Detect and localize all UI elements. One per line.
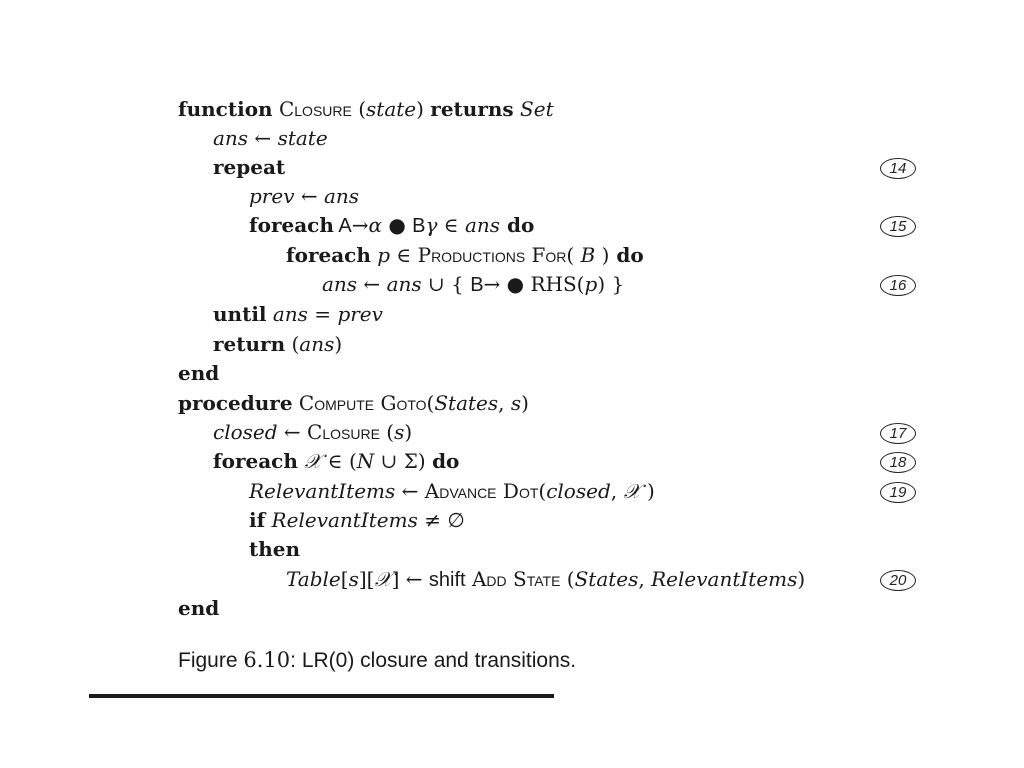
algo-line-13 (213, 447, 459, 475)
production-arrow: → (351, 213, 369, 237)
paren-close: ) (334, 332, 343, 356)
var-p: p (584, 272, 598, 296)
keyword-foreach: foreach (249, 213, 334, 237)
keyword-then: then (249, 537, 301, 561)
var-relevant-items: RelevantItems (249, 479, 396, 503)
algo-line-3 (213, 153, 285, 181)
step-marker-20: 20 (880, 570, 916, 591)
element-of: ∈ (437, 213, 465, 237)
paren-open: ( (426, 391, 435, 415)
algo-line-9 (213, 330, 342, 358)
symbol-B: B (470, 274, 484, 296)
var-ans: ans (386, 272, 422, 296)
assign-arrow: ← (294, 184, 324, 208)
var-relevant-items: RelevantItems (651, 567, 798, 591)
comma: , (638, 567, 652, 591)
func-dot: DOT (496, 479, 539, 503)
bracket-open: [ (340, 567, 349, 591)
keyword-returns: returns (430, 97, 514, 121)
algo-line-12 (213, 418, 412, 446)
step-marker-15: 15 (880, 216, 916, 237)
comma: , (610, 479, 624, 503)
paren-close: ) (640, 479, 655, 503)
var-table: Table (286, 567, 341, 591)
not-empty: ≠ ∅ (417, 508, 465, 532)
func-state: STATE (506, 567, 561, 591)
var-state: state (277, 126, 328, 150)
arrow-dot: → ● (483, 272, 531, 296)
footer-rule (89, 694, 554, 698)
algo-line-4 (249, 182, 359, 210)
algo-line-5 (249, 211, 534, 239)
algo-line-1 (178, 95, 554, 123)
keyword-do: do (432, 449, 460, 473)
var-ans: ans (323, 184, 360, 208)
proc-name-compute: COMPUTE (292, 391, 375, 415)
step-marker-14: 14 (880, 158, 916, 179)
dot-marker: ● (381, 213, 413, 237)
paren-close: ) (797, 567, 806, 591)
algo-line-10 (178, 359, 219, 387)
assign-arrow: ← (248, 126, 278, 150)
paren-open: ( (560, 567, 575, 591)
bracket-mid: ][ (358, 567, 375, 591)
func-productions: PRODUCTIONS (417, 243, 526, 267)
keyword-end: end (178, 596, 220, 620)
keyword-foreach: foreach (213, 449, 298, 473)
var-states: States (574, 567, 639, 591)
return-type-set: Set (513, 97, 554, 121)
keyword-return: return (213, 332, 286, 356)
caption-text: LR(0) closure and transitions. (295, 649, 577, 672)
keyword-end: end (178, 361, 220, 385)
paren-open: ( (285, 332, 300, 356)
algo-line-14 (249, 477, 655, 505)
proc-name-closure: CLOSURE (278, 97, 352, 121)
union-open: ∪ { (421, 272, 471, 296)
var-ans: ans (266, 302, 308, 326)
func-for: FOR (525, 243, 567, 267)
figure-caption (178, 648, 576, 673)
keyword-if: if (249, 508, 266, 532)
value-shift: shift (428, 569, 466, 591)
param-s: s (510, 391, 522, 415)
paren-close: ) (595, 243, 610, 267)
paren-open: ( (566, 243, 581, 267)
var-ans: ans (213, 126, 249, 150)
var-closed: closed (546, 479, 611, 503)
comma: , (498, 391, 511, 415)
caption-colon: : (290, 649, 296, 672)
symbol-alpha: α (368, 213, 382, 237)
var-B: B (580, 243, 596, 267)
paren-open: ( (351, 97, 367, 121)
var-p: p (370, 243, 391, 267)
var-s: s (348, 567, 359, 591)
func-advance: ADVANCE (424, 479, 497, 503)
symbol-B: B (412, 215, 426, 237)
proc-name-goto: GOTO (374, 391, 427, 415)
paren-close: ) (416, 97, 431, 121)
param-state: state (366, 97, 417, 121)
paren-open: ( (379, 420, 395, 444)
keyword-function: function (178, 97, 273, 121)
var-ans: ans (299, 332, 335, 356)
step-marker-16: 16 (880, 275, 916, 296)
step-marker-17: 17 (880, 423, 916, 444)
algo-line-8 (213, 300, 383, 328)
assign-arrow: ← (277, 420, 308, 444)
algo-line-16 (249, 535, 300, 563)
var-X: 𝒳 (623, 479, 641, 503)
keyword-do: do (500, 213, 535, 237)
algo-line-2 (213, 124, 328, 152)
algo-line-18 (178, 594, 219, 622)
var-X: 𝒳 (297, 449, 322, 473)
paren-close: ) (521, 391, 529, 415)
keyword-repeat: repeat (213, 155, 286, 179)
algo-line-15 (249, 506, 465, 534)
var-s: s (394, 420, 405, 444)
var-prev: prev (337, 302, 383, 326)
func-add: ADD (465, 567, 507, 591)
caption-label: Figure (178, 649, 238, 672)
algo-line-6 (286, 241, 644, 269)
param-states: States (434, 391, 499, 415)
algo-line-7 (322, 270, 624, 298)
var-ans: ans (464, 213, 501, 237)
union-sigma: ∪ Σ) (374, 449, 433, 473)
set-N: N (356, 449, 375, 473)
var-X: 𝒳 (374, 567, 392, 591)
paren-close: ) (404, 420, 413, 444)
func-rhs: RHS( (530, 272, 585, 296)
assign-arrow: ] ← (391, 567, 429, 591)
step-marker-19: 19 (880, 482, 916, 503)
assign-arrow: ← (395, 479, 425, 503)
paren-open: ( (538, 479, 547, 503)
element-of: ∈ (390, 243, 418, 267)
equals-sign: = (307, 302, 338, 326)
step-marker-18: 18 (880, 452, 916, 473)
keyword-do: do (609, 243, 644, 267)
call-closure: CLOSURE (307, 420, 380, 444)
keyword-procedure: procedure (178, 391, 293, 415)
var-relevant-items: RelevantItems (265, 508, 418, 532)
var-closed: closed (213, 420, 278, 444)
symbol-gamma: γ (425, 213, 438, 237)
symbol-A: A (333, 215, 352, 237)
var-ans: ans (322, 272, 358, 296)
element-of: ∈ ( (321, 449, 357, 473)
assign-arrow: ← (357, 272, 387, 296)
caption-number: 6.10 (243, 648, 291, 672)
algo-line-17 (286, 565, 805, 593)
union-close: ) } (597, 272, 625, 296)
var-prev: prev (249, 184, 295, 208)
keyword-until: until (213, 302, 267, 326)
algo-line-11 (178, 389, 529, 417)
keyword-foreach: foreach (286, 243, 371, 267)
